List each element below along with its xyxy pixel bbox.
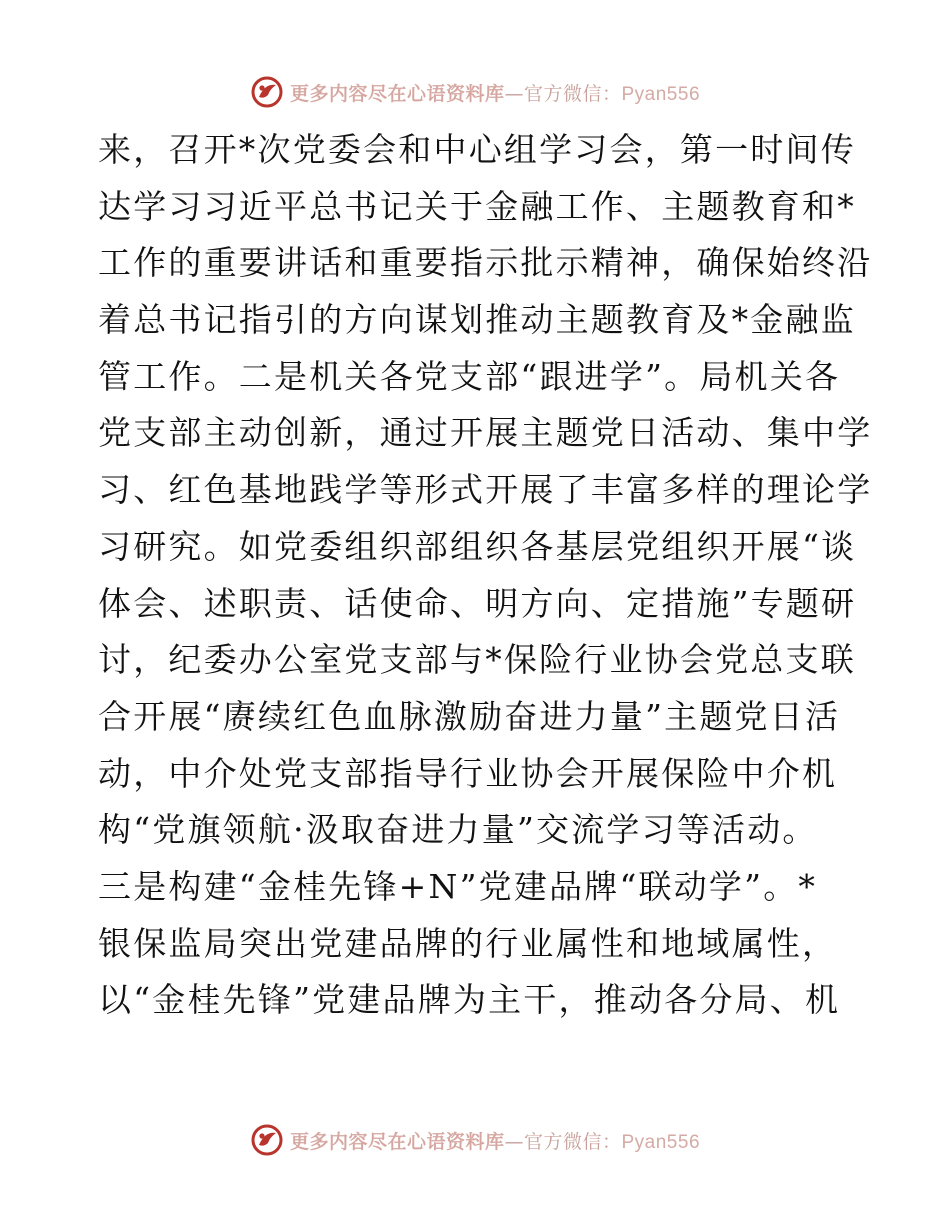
document-body <box>98 122 873 1029</box>
footer-banner-separator: — <box>504 1130 524 1153</box>
body-line: 管工作。二是机关各党支部“跟进学”。局机关各 <box>98 356 841 396</box>
body-line: 达学习习近平总书记关于金融工作、主题教育和* <box>98 186 856 226</box>
header-banner-separator: — <box>504 82 524 105</box>
body-line: 体会、述职责、话使命、明方向、定措施”专题研 <box>98 583 857 623</box>
body-line: 着总书记指引的方向谋划推动主题教育及*金融监 <box>98 300 856 340</box>
header-banner-brand: 更多内容尽在心语资料库 <box>289 82 505 105</box>
footer-banner-handle: Pyan556 <box>621 1131 701 1153</box>
body-line: 习研究。如党委组织部组织各基层党组织开展“谈 <box>98 526 857 566</box>
footer-banner-label: 官方微信： <box>523 1130 622 1153</box>
logo-icon <box>250 75 284 109</box>
body-line: 以“金桂先锋”党建品牌为主干，推动各分局、机 <box>98 980 841 1020</box>
body-line: 动，中介处党支部指导行业协会开展保险中介机 <box>98 753 838 793</box>
body-line: 银保监局突出党建品牌的行业属性和地域属性， <box>98 923 838 963</box>
body-line: 习、红色基地践学等形式开展了丰富多样的理论学 <box>98 470 873 510</box>
header-banner-label: 官方微信： <box>523 82 622 105</box>
body-line: 党支部主动创新，通过开展主题党日活动、集中学 <box>98 413 873 453</box>
body-line: 三是构建“金桂先锋+N”党建品牌“联动学”。* <box>98 866 818 906</box>
body-line: 来，召开*次党委会和中心组学习会，第一时间传 <box>98 130 856 169</box>
body-line: 构“党旗领航·汲取奋进力量”交流学习等活动。 <box>98 810 818 850</box>
logo-icon <box>250 1123 284 1157</box>
body-line: 讨，纪委办公室党支部与*保险行业协会党总支联 <box>98 640 856 680</box>
header-banner-text <box>290 79 700 106</box>
body-line: 工作的重要讲话和重要指示批示精神，确保始终沿 <box>98 243 873 283</box>
footer-banner-text <box>290 1127 700 1154</box>
body-line: 合开展“赓续红色血脉激励奋进力量”主题党日活 <box>98 696 841 736</box>
header-banner-handle: Pyan556 <box>621 83 701 105</box>
footer-watermark-banner <box>0 1120 950 1160</box>
header-watermark-banner <box>0 72 950 112</box>
footer-banner-brand: 更多内容尽在心语资料库 <box>289 1130 505 1153</box>
